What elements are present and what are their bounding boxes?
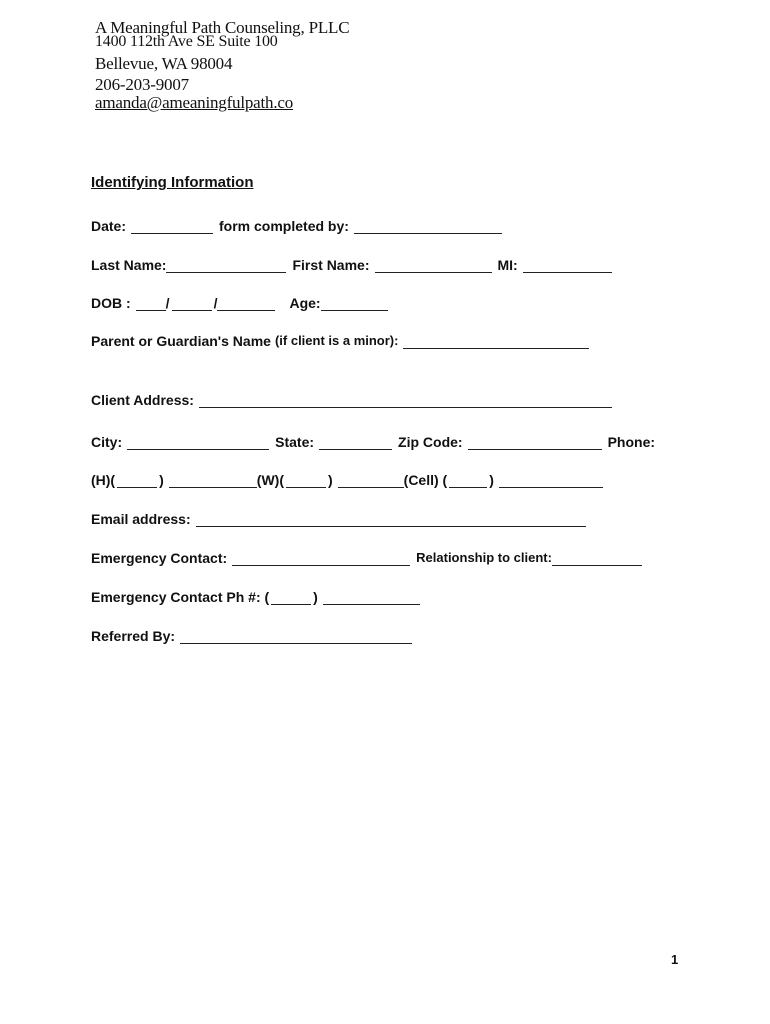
emergency-area-code-field[interactable]: [271, 590, 311, 605]
zip-label: Zip Code:: [398, 434, 463, 450]
referred-by-field[interactable]: [180, 629, 412, 644]
paren-close: ): [489, 472, 494, 488]
emergency-contact-label: Emergency Contact:: [91, 550, 228, 566]
section-title: Identifying Information: [91, 174, 254, 191]
cell-area-code-field[interactable]: [449, 473, 487, 488]
completed-by-label: form completed by:: [219, 218, 349, 234]
age-field[interactable]: [321, 296, 388, 311]
dob-label: DOB :: [91, 295, 131, 311]
home-phone-label: (H)(: [91, 472, 116, 488]
cell-phone-label: (Cell) (: [403, 472, 448, 488]
cell-phone-field[interactable]: [499, 473, 603, 488]
work-area-code-field[interactable]: [286, 473, 326, 488]
emergency-phone-label: Emergency Contact Ph #: (: [91, 589, 270, 605]
guardian-row: [91, 329, 595, 349]
age-label: Age:: [289, 295, 321, 311]
first-name-label: First Name:: [292, 257, 370, 273]
referred-row: [91, 624, 418, 644]
name-row: [91, 253, 618, 273]
work-phone-field[interactable]: [338, 473, 404, 488]
phone-label: Phone:: [607, 434, 656, 450]
dob-day-field[interactable]: [172, 296, 212, 311]
last-name-field[interactable]: [166, 258, 286, 273]
dob-separator: /: [165, 295, 170, 311]
paren-close: ): [327, 472, 333, 488]
referred-by-label: Referred By:: [91, 628, 176, 644]
last-name-label: Last Name:: [91, 257, 167, 273]
city-field[interactable]: [127, 435, 269, 450]
dob-year-field[interactable]: [217, 296, 275, 311]
home-phone-field[interactable]: [169, 473, 257, 488]
dob-separator: /: [213, 295, 218, 311]
page-number: 1: [671, 952, 679, 967]
mi-field[interactable]: [523, 258, 612, 273]
address-row: [91, 388, 618, 408]
address-field[interactable]: [199, 393, 612, 408]
paren-close: ): [313, 589, 318, 605]
completed-by-field[interactable]: [354, 219, 502, 234]
guardian-name-field[interactable]: [403, 334, 589, 349]
work-phone-label: (W)(: [256, 472, 284, 488]
email-label: Email address:: [91, 511, 191, 527]
emergency-row: [91, 546, 648, 566]
street-address: 1400 112th Ave SE Suite 100: [95, 33, 278, 50]
emergency-contact-field[interactable]: [232, 551, 410, 566]
relationship-label: Relationship to client:: [416, 550, 552, 565]
guardian-note: (if client is a minor):: [274, 333, 399, 348]
address-label: Client Address:: [91, 392, 194, 408]
dob-month-field[interactable]: [136, 296, 166, 311]
phones-row: [91, 468, 609, 488]
state-label: State:: [275, 434, 315, 450]
dob-row: [91, 291, 394, 311]
email-field[interactable]: [196, 512, 586, 527]
date-field[interactable]: [131, 219, 213, 234]
emergency-phone-row: [91, 585, 426, 605]
paren-close: ): [159, 472, 164, 488]
date-label: Date:: [91, 218, 127, 234]
city-label: City:: [91, 434, 123, 450]
date-row: [91, 214, 508, 234]
zip-field[interactable]: [468, 435, 602, 450]
org-email-link[interactable]: amanda@ameaningfulpath.co: [95, 93, 294, 112]
guardian-label: Parent or Guardian's Name: [91, 333, 271, 349]
email-row: [91, 507, 592, 527]
city-state-zip: Bellevue, WA 98004: [95, 54, 233, 73]
emergency-phone-field[interactable]: [323, 590, 420, 605]
relationship-field[interactable]: [552, 551, 642, 566]
org-phone: 206-203-9007: [95, 75, 189, 94]
city-row: [91, 430, 655, 450]
state-field[interactable]: [319, 435, 392, 450]
organization-name: A Meaningful Path Counseling, PLLC: [95, 18, 350, 37]
mi-label: MI:: [497, 257, 518, 273]
home-area-code-field[interactable]: [117, 473, 157, 488]
first-name-field[interactable]: [375, 258, 492, 273]
